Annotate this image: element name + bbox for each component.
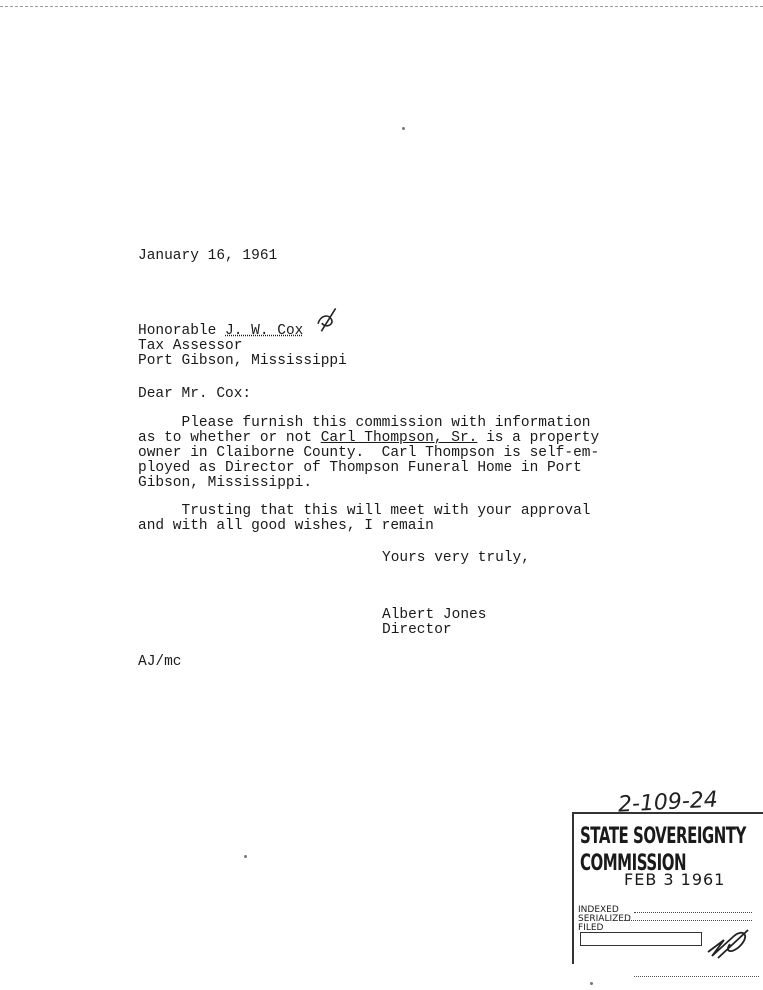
handwritten-initials-icon bbox=[704, 922, 754, 960]
paragraph-line: and with all good wishes, I remain bbox=[138, 518, 434, 534]
body-paragraph-2 bbox=[138, 504, 623, 534]
recipient-location: Port Gibson, Mississippi bbox=[138, 353, 347, 369]
stamp-box bbox=[580, 932, 702, 946]
paper-speck bbox=[590, 982, 593, 985]
stamp-row-serialized: SERIALIZED bbox=[578, 914, 631, 924]
paragraph-line: Please furnish this commission with information bbox=[138, 415, 591, 431]
signer-title: Director bbox=[382, 622, 452, 638]
stamp-agency: STATE SOVEREIGNTY COMMISSION bbox=[580, 822, 746, 876]
salutation: Dear Mr. Cox: bbox=[138, 386, 252, 402]
typist-initials: AJ/mc bbox=[138, 654, 182, 670]
signature-block bbox=[382, 608, 486, 638]
recipient-name: J. W. Cox bbox=[225, 323, 304, 339]
text-span: is a property bbox=[477, 430, 600, 446]
paper-speck bbox=[244, 855, 247, 858]
paragraph-line: Trusting that this will meet with your approval bbox=[138, 503, 591, 519]
bottom-dotted-rule bbox=[634, 976, 759, 977]
text-span: as to whether or not bbox=[138, 430, 321, 446]
subject-name: Carl Thompson, Sr. bbox=[320, 430, 478, 446]
handwritten-check-icon bbox=[314, 306, 343, 340]
handwritten-file-number: 2-109-24 bbox=[617, 787, 719, 818]
stamp-rows bbox=[578, 906, 631, 933]
recipient-honorific: Honorable bbox=[138, 323, 217, 339]
closing: Yours very truly, bbox=[382, 550, 530, 566]
stamp-date: FEB 3 1961 bbox=[624, 870, 726, 889]
stamp-row-indexed: INDEXED bbox=[578, 905, 619, 915]
paragraph-line: ployed as Director of Thompson Funeral Home in Port bbox=[138, 460, 582, 476]
recipient-title: Tax Assessor bbox=[138, 338, 243, 354]
signer-name: Albert Jones bbox=[382, 607, 487, 623]
paragraph-line: owner in Claiborne County. Carl Thompson is self-em- bbox=[138, 445, 600, 461]
stamp-row-filed: FILED bbox=[578, 923, 604, 933]
stamp-dotted-line bbox=[634, 912, 752, 913]
paper-speck bbox=[402, 127, 405, 130]
paragraph-line bbox=[138, 431, 623, 446]
letter-date: January 16, 1961 bbox=[138, 248, 278, 264]
stamp-dotted-line bbox=[624, 920, 752, 921]
commission-stamp bbox=[572, 812, 763, 964]
paragraph-line: Gibson, Mississippi. bbox=[138, 475, 313, 491]
recipient-address bbox=[138, 324, 347, 369]
top-edge-rule bbox=[0, 0, 763, 7]
body-paragraph-1 bbox=[138, 416, 623, 491]
